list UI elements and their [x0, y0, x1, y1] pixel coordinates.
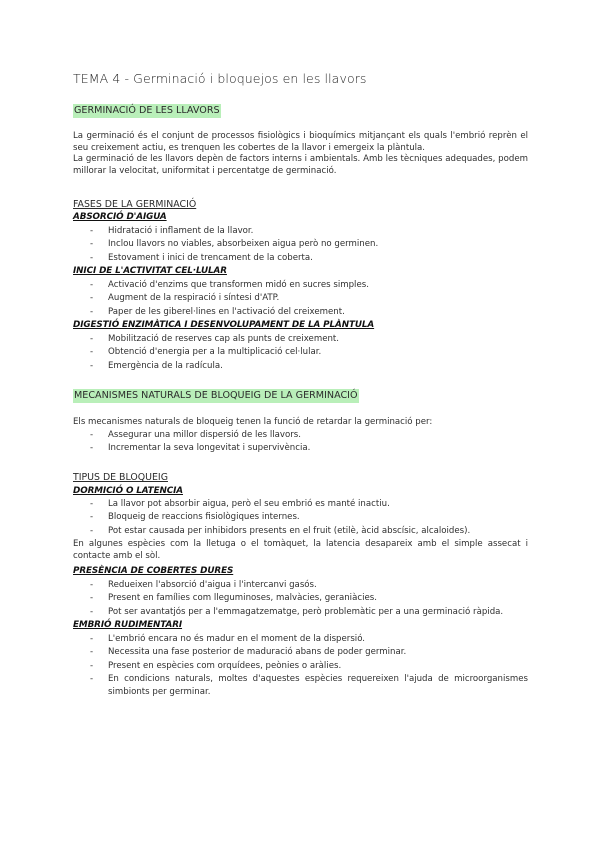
heading-inici: INICI DE L'ACTIVITAT CEL·LULAR [73, 266, 227, 276]
list-item: - Activació d'enzims que transformen midó en sucres simples. [90, 279, 528, 292]
bullet-dash: - [90, 660, 94, 671]
list-inici [90, 279, 528, 319]
bullet-dash: - [90, 499, 94, 509]
list-item: - Necessita una fase posterior de maduració abans de poder germinar. [90, 646, 528, 659]
list-item: - L'embrió encara no és madur en el moment de la dispersió. [90, 633, 528, 646]
list-item: - Paper de les giberel·lines en l'activació del creixement. [90, 306, 528, 319]
list-item: - Present en famílies com lleguminoses, malvàcies, geraniàcies. [90, 592, 528, 605]
list-item: - Obtenció d'energia per a la multiplicació cel·lular. [90, 346, 528, 359]
list-item: - Emergència de la radícula. [90, 360, 528, 373]
bullet-dash: - [90, 252, 94, 263]
list-item: - Redueixen l'absorció d'aigua i l'intercanvi gasós. [90, 579, 528, 592]
bullet-dash: - [90, 360, 94, 371]
bullet-dash: - [90, 580, 94, 590]
heading-cobertes: PRESÈNCIA DE COBERTES DURES [73, 566, 234, 576]
intro-paragraphs [73, 131, 528, 177]
paragraph: La germinació és el conjunt de processos fisiològics i bioquímics mitjançant els quals l'embrió reprèn el seu creixement actiu, es trenquen les cobertes de la llavor i emergeix la plàntula. [73, 131, 528, 153]
bullet-dash: - [90, 347, 94, 358]
subtitle-fases: FASES DE LA GERMINACIÓ [73, 199, 197, 210]
list-item: - Hidratació i inflament de la llavor. [90, 225, 528, 238]
bullet-dash: - [90, 443, 94, 454]
list-item: - Bloqueig de reaccions fisiològiques internes. [90, 511, 528, 524]
list-item: - Augment de la respiració i síntesi d'ATP. [90, 292, 528, 305]
page-title: TEMA 4 - Germinació i bloquejos en les llavors [73, 71, 367, 86]
bullet-dash: - [90, 634, 94, 644]
list-embrio [90, 633, 528, 700]
bullet-dash: - [90, 226, 94, 236]
list-digestio [90, 333, 528, 373]
list-item: - Pot ser avantatjós per a l'emmagatzematge, però problemàtic per a una germinació ràpida. [90, 606, 528, 619]
section-heading-bloqueig: MECANISMES NATURALS DE BLOQUEIG DE LA GERMINACIÓ [74, 390, 358, 401]
bullet-dash: - [90, 334, 94, 344]
paragraph: La germinació de les llavors depèn de factors interns i ambientals. Amb les tècniques adequades, podem millorar la velocitat, uniformitat i percentatge de germinació. [73, 154, 528, 176]
bullet-dash: - [90, 674, 94, 685]
list-cobertes [90, 579, 528, 619]
list-item: - Estovament i inici de trencament de la coberta. [90, 252, 528, 265]
list-item: - Mobilització de reserves cap als punts de creixement. [90, 333, 528, 346]
list-item: - Present en espècies com orquídees, peònies o aràlies. [90, 660, 528, 673]
heading-dormicio: DORMICIÓ O LATENCIA [73, 486, 183, 496]
list-item: - Pot estar causada per inhibidors presents en el fruit (etilè, àcid abscísic, alcaloides). [90, 525, 528, 538]
list-bloqueig-funcions [90, 429, 528, 456]
bullet-dash: - [90, 606, 94, 617]
bullet-dash: - [90, 430, 94, 440]
bullet-dash: - [90, 239, 94, 250]
heading-absorcio: ABSORCIÓ D'AIGUA [73, 212, 167, 222]
list-item: - Inclou llavors no viables, absorbeixen aigua però no germinen. [90, 238, 528, 251]
bullet-dash: - [90, 306, 94, 317]
dormicio-note: En algunes espècies com la lletuga o el tomàquet, la latencia desapareix amb el simple assecat i contacte amb el sòl. [73, 539, 528, 561]
bullet-dash: - [90, 293, 94, 304]
heading-digestio: DIGESTIÓ ENZIMÀTICA I DESENVOLUPAMENT DE LA PLÀNTULA [73, 320, 375, 330]
section-heading-germinacio: GERMINACIÓ DE LES LLAVORS [74, 105, 220, 116]
bullet-dash: - [90, 512, 94, 523]
list-item: - Incrementar la seva longevitat i supervivència. [90, 442, 528, 455]
list-absorcio [90, 225, 528, 265]
bullet-dash: - [90, 280, 94, 290]
list-item: - En condicions naturals, moltes d'aquestes espècies requereixen l'ajuda de microorganismes simbionts per germinar. [90, 674, 528, 698]
bullet-dash: - [90, 593, 94, 604]
bullet-dash: - [90, 525, 94, 536]
subtitle-tipus: TIPUS DE BLOQUEIG [73, 472, 168, 483]
bloqueig-intro: Els mecanismes naturals de bloqueig tenen la funció de retardar la germinació per: [73, 417, 433, 427]
list-item: - La llavor pot absorbir aigua, però el seu embrió es manté inactiu. [90, 498, 528, 511]
heading-embrio: EMBRIÓ RUDIMENTARI [73, 620, 183, 630]
bullet-dash: - [90, 647, 94, 658]
list-dormicio [90, 498, 528, 538]
list-item: - Assegurar una millor dispersió de les llavors. [90, 429, 528, 442]
